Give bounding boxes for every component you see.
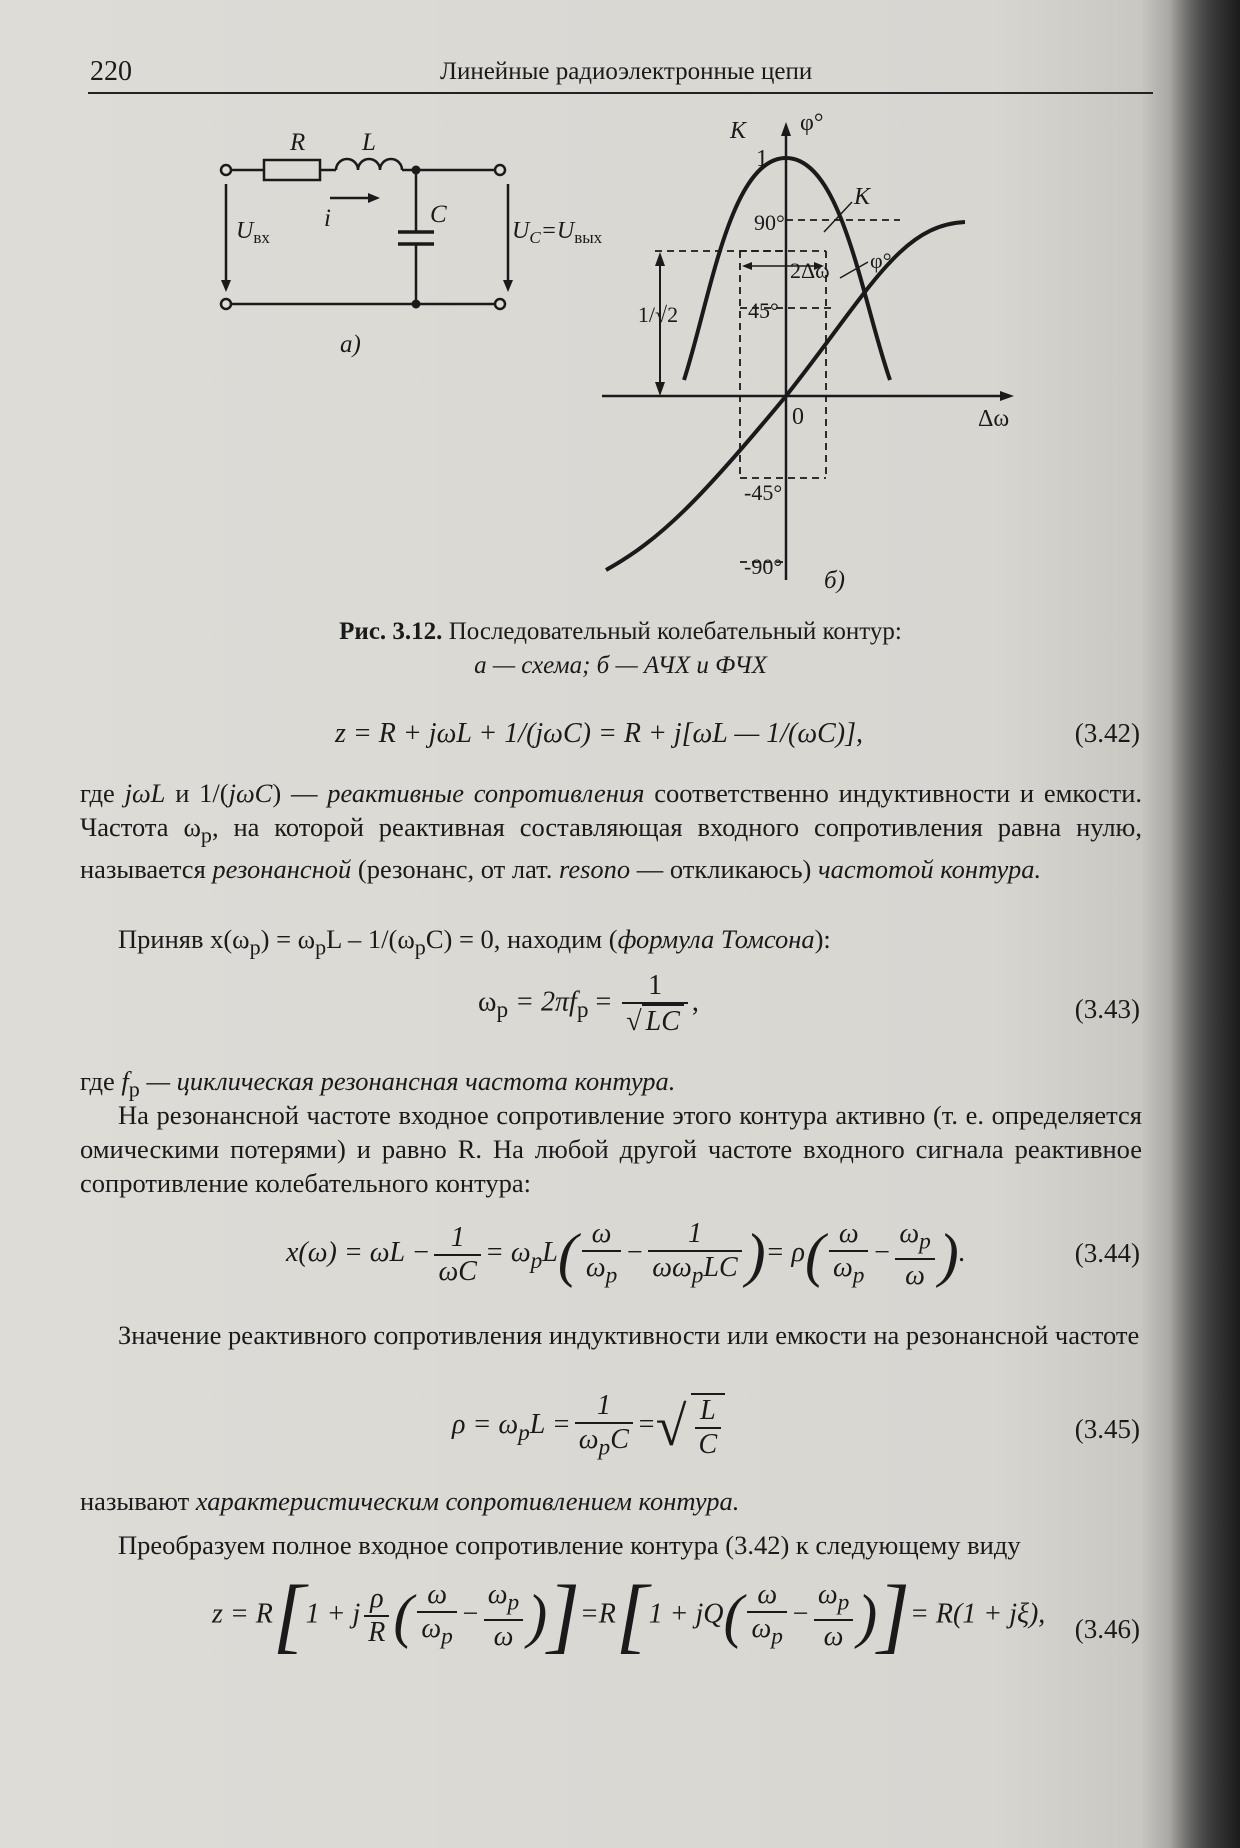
tick-minus45-label: -45° xyxy=(744,480,783,505)
paragraph-reactance-value: Значение реактивного сопротивления индуктивности или емкости на резонансной частоте xyxy=(118,1320,1140,1350)
page-number: 220 xyxy=(90,56,132,87)
curve-k-label: K xyxy=(854,184,871,210)
curve-phi-label: φ° xyxy=(870,248,892,273)
current-arrow xyxy=(368,193,380,203)
label-u-in: $U_{вх}$ xyxy=(236,218,270,247)
equation-number-3-46: (3.46) xyxy=(1074,1614,1140,1644)
equation-number-3-43: (3.43) xyxy=(1074,994,1140,1024)
origin-label: 0 xyxy=(792,404,804,430)
bandwidth-label: 2Δω xyxy=(790,258,830,283)
tick-90-label: 90° xyxy=(754,210,785,235)
label-l: L xyxy=(362,129,376,156)
caption-subtitle: а — схема; б — АЧХ и ФЧХ xyxy=(474,652,767,679)
frequency-response-chart xyxy=(602,122,1014,580)
equation-number-3-45: (3.45) xyxy=(1074,1414,1140,1444)
equation-3-46: z = R[1 + j $\frac{\rho}{R}$ ( $\frac{\omega}{\omega_р}$ − $\frac{\omega_р}{\omega}$ )]=R[1 + jQ( $\frac{\omega}{\omega_р}$ − $\frac{\omega_р}{\omega}$ )]= R(1 + jξ), xyxy=(212,1569,1046,1662)
caption-title: Последовательный колебательный контур: xyxy=(442,618,902,645)
label-i: i xyxy=(324,205,331,232)
equation-3-44: x(ω) = ωL − $\frac{1}{\omega C}$ = $\omega_рL$( $\frac{\omega}{\omega_р}$ − $\frac{1}{\omega\omega_рLC}$ )= ρ( $\frac{\omega}{\omega_р}$ − $\frac{\omega_р}{\omega}$ ). xyxy=(286,1218,966,1291)
caption-title-bold: Рис. 3.12. xyxy=(339,618,443,645)
resistor-symbol xyxy=(264,160,320,180)
equation-number-3-44: (3.44) xyxy=(1074,1238,1140,1268)
label-u-out: $U_C=U_{вых}$ xyxy=(512,218,603,247)
figure-3-12 xyxy=(0,0,1240,610)
paragraph-cyclic-frequency: где $f_р$ — циклическая резонансная частота контура. xyxy=(80,1066,676,1102)
paragraph-transform: Преобразуем полное входное сопротивление контура (3.42) к следующему виду xyxy=(118,1530,1021,1560)
axis-phi-label: φ° xyxy=(800,110,824,136)
panel-label-b: б) xyxy=(824,567,845,594)
label-r: R xyxy=(290,129,306,156)
axis-k-label: K xyxy=(730,118,747,144)
paragraph-characteristic: называют характеристическим сопротивлением контура. xyxy=(80,1486,740,1516)
inductor-symbol xyxy=(336,159,402,170)
equation-number-3-42: (3.42) xyxy=(1074,718,1140,748)
paragraph-reactance: где jωL и 1/(jωC) — реактивные сопротивления соответственно индуктивности и емкости. Частота $\omega_р$, на которой реактивная составляющая входного сопротивления равна нулю, называется резонансной (резонанс, от лат. resono — откликаюсь) частотой контура. xyxy=(80,778,1143,885)
tick-1-label: 1 xyxy=(756,146,768,172)
paragraph-thomson: Приняв $x(\omega_р) = \omega_рL - 1/(\omega_рC) = 0$, находим (формула Томсона): xyxy=(118,924,831,960)
running-title: Линейные радиоэлектронные цепи xyxy=(440,58,813,85)
paragraph-resonance: На резонансной частоте входное сопротивление этого контура активно (т. е. определяется омическими потерями) и равно R. На любой другой частоте входного сигнала реактивное сопротивление колебательного контура: xyxy=(80,1100,1142,1198)
equation-3-45: $\rho = \omega_рL$ = $\frac{1}{\omega_рC}$ =√ $\frac{L}{C}$ xyxy=(452,1390,729,1464)
equation-3-42: z = R + jωL + 1/(jωC) = R + j[ωL — 1/(ωC)], xyxy=(335,718,864,749)
inv-sqrt2-label: 1/√2 xyxy=(637,302,679,327)
tick-minus90-label: -90° xyxy=(744,554,783,579)
label-c: C xyxy=(430,201,447,228)
figure-caption xyxy=(88,615,1153,683)
axis-domega-label: Δω xyxy=(978,406,1010,432)
panel-label-a: а) xyxy=(340,331,361,358)
equation-3-43: $\omega_р = 2\pi f_р$ = $\frac{1}{√ LC}$ , xyxy=(478,970,699,1037)
tick-45-label: 45° xyxy=(748,298,779,323)
